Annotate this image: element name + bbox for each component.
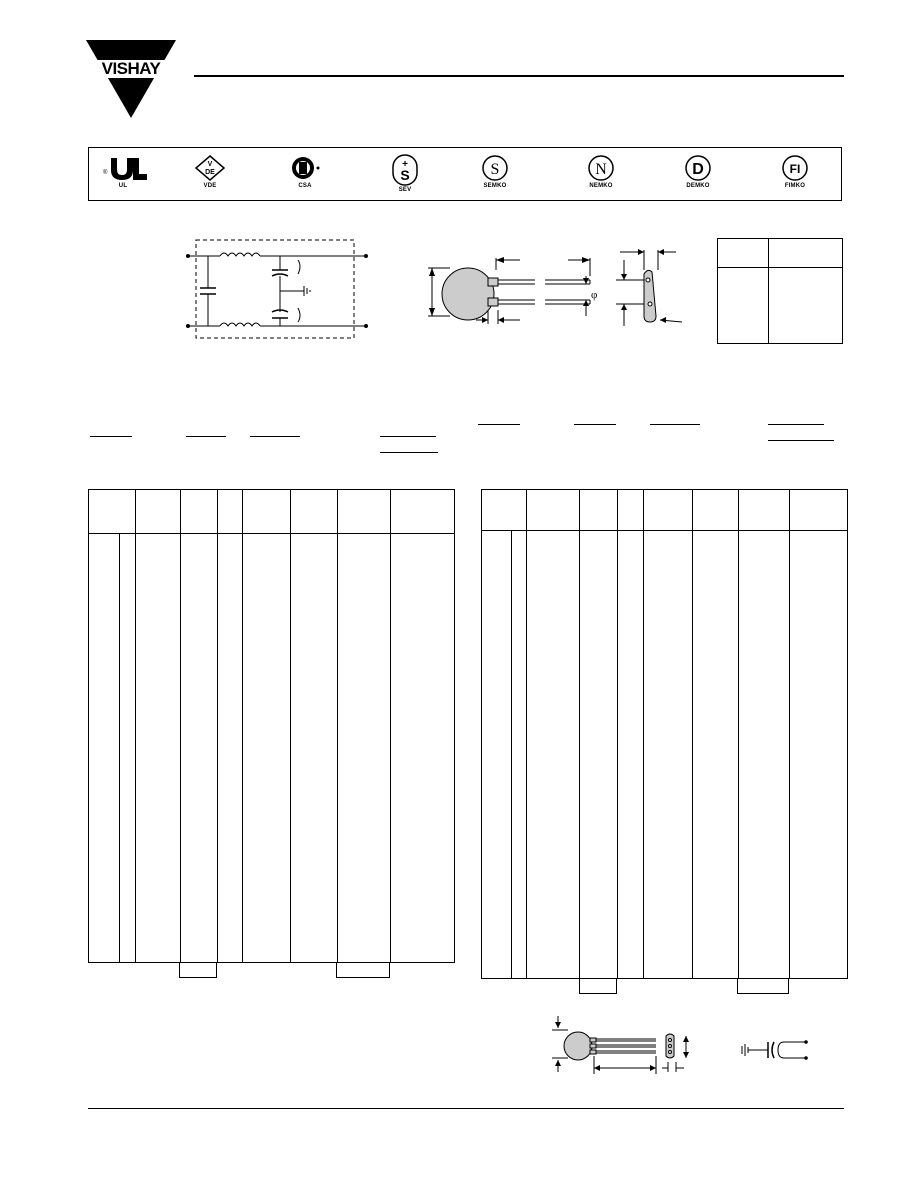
data-table-right [481, 489, 848, 979]
underline [768, 424, 824, 425]
underline [380, 436, 436, 437]
semko-glyph: S [490, 161, 500, 178]
data-table-left [88, 489, 455, 963]
emi-filter-schematic [180, 236, 380, 342]
cert-label: FIMKO [784, 183, 806, 189]
underline [250, 436, 300, 437]
cert-semko [465, 154, 525, 190]
table-bracket [579, 978, 617, 994]
fimko-mark-icon [781, 154, 809, 182]
table-bracket [336, 962, 390, 978]
lead-diameter-phi: φ [591, 289, 598, 301]
vde-glyph-top: V [207, 161, 213, 168]
cert-label: VDE [203, 183, 217, 189]
underline [478, 424, 520, 425]
underline [380, 452, 438, 453]
demko-glyph: D [692, 161, 704, 178]
table-bracket [179, 962, 217, 978]
vishay-logo [86, 40, 176, 118]
csa-mark-icon [287, 154, 323, 182]
demko-mark-icon [684, 154, 712, 182]
underline [574, 424, 616, 425]
underline [650, 424, 700, 425]
footer-rule [88, 1108, 844, 1109]
fimko-glyph: FI [789, 162, 801, 176]
capacitor-symbol-drawing [738, 1036, 818, 1066]
underline [768, 440, 834, 441]
cert-vde [180, 154, 240, 190]
vde-glyph-bottom: DE [205, 169, 215, 176]
cert-label: SEMKO [483, 183, 507, 189]
cert-demko [668, 154, 728, 190]
vde-mark-icon [194, 154, 226, 182]
bottom-component-drawing [548, 1012, 698, 1082]
cert-label: NEMKO [589, 183, 613, 189]
underline [186, 436, 226, 437]
table-bracket [737, 978, 789, 994]
cert-ul [93, 154, 153, 190]
cert-label: UL [118, 183, 128, 189]
brand-name: VISHAY [86, 60, 176, 78]
sev-glyph: S [400, 167, 410, 183]
cert-fimko [765, 154, 825, 190]
sev-mark-icon [389, 154, 421, 186]
cert-csa [275, 154, 335, 190]
cert-label: CSA [298, 183, 312, 189]
small-spec-table [717, 238, 843, 344]
component-outline-drawing [420, 240, 690, 340]
ul-mark-icon [99, 154, 147, 182]
cert-label: DEMKO [686, 183, 710, 189]
vishay-triangle-icon [86, 40, 176, 118]
certification-strip [88, 147, 842, 201]
semko-mark-icon [481, 154, 509, 182]
cert-label: SEV [398, 187, 412, 193]
cert-nemko [571, 154, 631, 190]
underline [90, 436, 132, 437]
svg-text:+: + [402, 159, 408, 170]
header-rule [194, 75, 844, 77]
nemko-glyph: N [595, 161, 607, 178]
nemko-mark-icon [587, 154, 615, 182]
cert-sev [375, 154, 435, 194]
svg-text:®: ® [103, 170, 108, 176]
